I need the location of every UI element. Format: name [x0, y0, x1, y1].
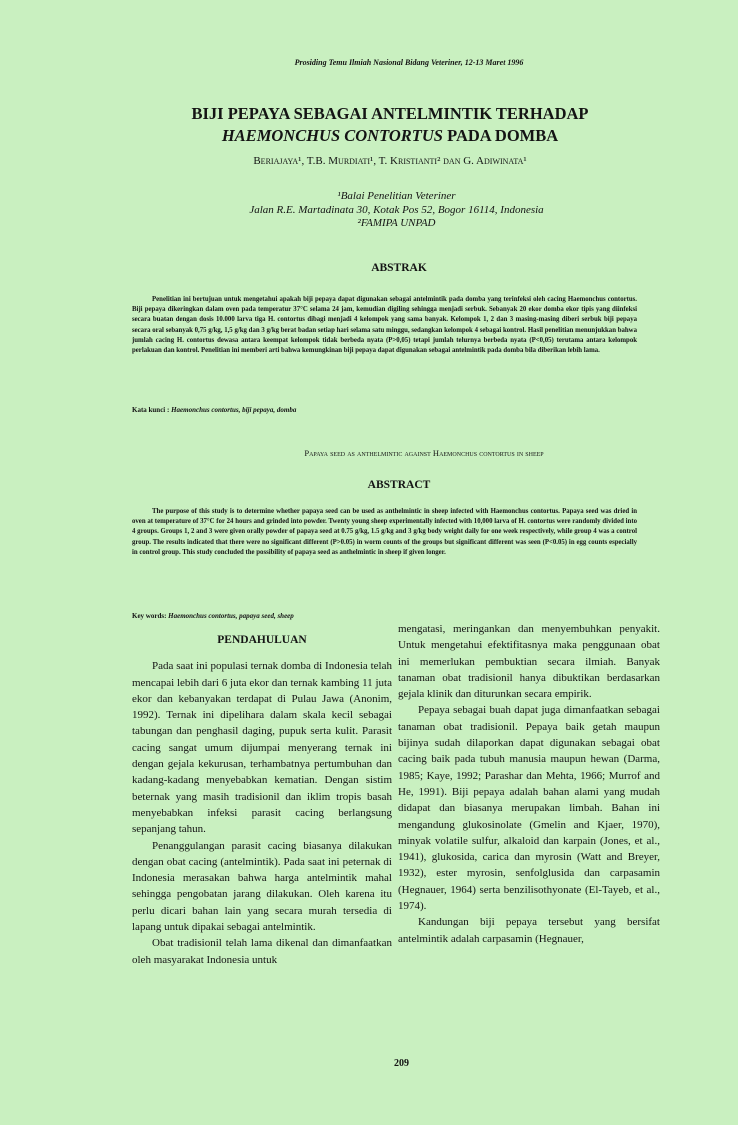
abstrak-text: Penelitian ini bertujuan untuk mengetahui apakah biji pepaya dapat digunakan sebagai antelmintik pada domba yang terinfeksi oleh cacing Haemonchus contortus. Biji pepaya dikeringkan dalam oven pada temperatur 37°C selama 24 jam, kemudian digiling sehingga menjadi serbuk. Sebanyak 20 ekor domba ekor tipis yang diinfeksi secara buatan dengan dosis 10.000 larva tiga H. contortus dibagi menjadi 4 kelompok yang sama banyak. Kelompok 1, 2 dan 3 masing-masing diberi serbuk biji pepaya secara oral sebanyak 0,75 g/kg, 1,5 g/kg dan 3 g/kg berat badan setiap hari selama satu minggu, sedangkan kelompok 4 sebagai kontrol. Hasil penelitian menunjukkan bahwa jumlah cacing H. contortus dewasa antara keempat kelompok tidak berbeda nyata (P>0,05) tetapi jumlah telurnya berbeda nyata (P<0,05) terutama antara kelompok perlakuan dan kontrol. Penelitian ini memberi arti bahwa kemungkinan biji pepaya dapat digunakan sebagai antelmintik pada domba bila diberikan lebih lama. [132, 296, 637, 355]
abstrak-keywords-label: Kata kunci : [132, 406, 172, 414]
abstract-heading: ABSTRACT [367, 479, 431, 491]
page-number: 209 [394, 1058, 409, 1069]
abstract-keywords [132, 612, 637, 620]
paragraph: Pepaya sebagai buah dapat juga dimanfaatkan sebagai tanaman obat tradisionil. Pepaya baik getah maupun bijinya sudah dilaporkan dapat digunakan sebagai obat cacing baik pada tubuh manusia maupun hewan (Darma, 1985; Kaye, 1992; Parashar dan Mehta, 1966; Murrof and He, 1991). Biji pepaya adalah bahan alami yang mudah didapat dan biasanya merupakan limbah. Bahan ini mengandung glukosinolate (Gmelin and Kjaer, 1970), minyak volatile sulfur, alkaloid dan karpain (Jones, et al., 1941), glukosida, carica dan myrosin (Watt and Breyer, 1932), ester myrosin, senfolglusida dan carpasamin (Hegnauer, 1964) serta benzilisothyonate (El-Tayeb, et al., 1974). [398, 704, 660, 913]
paragraph: mengatasi, meringankan dan menyembuhkan penyakit. Untuk mengetahui efektifitasnya maka penggunaan obat ini memerlukan pembuktian secara ilmiah. Banyak tanaman obat tradisionil hanya dibuktikan berdasarkan gejala klinik dan diturunkan secara empirik. [398, 623, 660, 701]
paper-title [40, 103, 738, 147]
title-line-2 [40, 125, 738, 147]
title-rest: PADA DOMBA [442, 126, 559, 145]
affiliations [0, 190, 738, 231]
abstract-keywords-value: Haemonchus contortus, papaya seed, sheep [168, 612, 294, 620]
right-column [398, 621, 660, 947]
title-line-1: BIJI PEPAYA SEBAGAI ANTELMINTIK TERHADAP [191, 104, 589, 123]
paragraph: Pada saat ini populasi ternak domba di Indonesia telah mencapai lebih dari 6 juta ekor dan ternak kambing 11 juta ekor dan kebanyakan terdapat di Pulau Jawa (Anonim, 1992). Ternak ini dipelihara dalam skala kecil sebagai tabungan dan penghasil daging, pupuk serta kulit. Parasit cacing sangat umum dijumpai menyerang ternak ini dengan gejala kekurusan, terhambatnya pertumbuhan dan kadang-kadang menyebabkan kematian. Dengan sistim beternak yang masih tradisionil dan iklim tropis basah menyebabkan infeksi parasit cacing berlangsung sepanjang tahun. [132, 660, 392, 836]
author-list: Beriajaya¹, T.B. Murdiati¹, T. Kristianti² dan G. Adiwinata¹ [253, 155, 527, 167]
abstrak-keywords [132, 406, 637, 414]
abstrak-heading: ABSTRAK [371, 262, 427, 274]
abstract-keywords-label: Key words: [132, 612, 169, 620]
abstract-body [132, 507, 637, 558]
affiliation-line-2: Jalan R.E. Martadinata 30, Kotak Pos 52, Bogor 16114, Indonesia [249, 203, 544, 216]
abstrak-keywords-value: Haemonchus contortus, biji pepaya, domba [171, 406, 297, 414]
english-title: Papaya seed as anthelmintic against Haemonchus contortus in sheep [304, 448, 544, 458]
proceedings-header: Prosiding Temu Ilmiah Nasional Bidang Veteriner, 12-13 Maret 1996 [294, 58, 524, 67]
paragraph: Kandungan biji pepaya tersebut yang bersifat antelmintik adalah carpasamin (Hegnauer, [398, 916, 660, 945]
left-column [132, 632, 392, 968]
title-species: HAEMONCHUS CONTORTUS [221, 126, 443, 145]
paragraph: Obat tradisionil telah lama dikenal dan dimanfaatkan oleh masyarakat Indonesia untuk [132, 937, 392, 966]
section-heading: PENDAHULUAN [217, 634, 307, 646]
abstract-text: The purpose of this study is to determine whether papaya seed can be used as anthelmintic in sheep infected with Haemonchus contortus. Papaya seed was dried in oven at temperature of 37°C for 24 hours and grinded into powder. Twenty young sheep experimentally infected with 10,000 larva of H. contortus were randomly divided into 4 groups. Groups 1, 2 and 3 were given orally powder of papaya seed at 0.75 g/kg, 1.5 g/kg and 3 g/kg body weight daily for one week respectively, while group 4 was a control group. The results indicated that there were no significant different (P>0.05) in worm counts of the groups but significant different was seen (P<0.05) in egg counts especially in control group. This study concluded the possibility of papaya seed as anthelmintic in sheep if given longer. [132, 508, 637, 556]
affiliation-line-1: ¹Balai Penelitian Veteriner [337, 190, 456, 202]
affiliation-line-3: ²FAMIPA UNPAD [357, 217, 436, 229]
paragraph: Penanggulangan parasit cacing biasanya dilakukan dengan obat cacing (antelmintik). Pada saat ini peternak di Indonesia merasakan bahwa harga antelmintik mahal sehingga pengobatan jarang dilakukan. Oleh karena itu perlu dicari bahan lain yang secara murah tersedia di lapang untuk dipakai sebagai antelmintik. [132, 839, 392, 934]
abstrak-body [132, 295, 637, 356]
